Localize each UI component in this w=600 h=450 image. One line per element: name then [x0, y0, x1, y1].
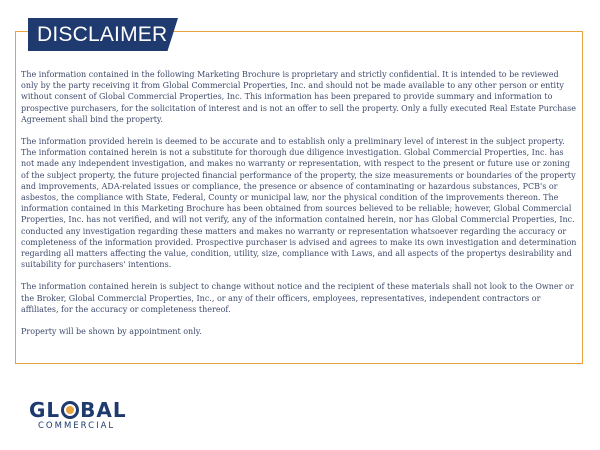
logo-subtitle: COMMERCIAL	[38, 421, 116, 431]
globe-icon	[61, 401, 79, 419]
logo-wordmark: GL BAL	[29, 398, 127, 422]
paragraph-appointment: Property will be shown by appointment only.	[21, 327, 202, 337]
company-logo	[29, 399, 129, 435]
paragraph-accuracy: The information provided herein is deemed to be accurate and to establish only a preliminary level of interest in the subject property. The information contained herein is not a substitute for thorough due diligence investigation. Global Commercial Properties, Inc. has not made any independent investigation, and makes no warranty or representation, with respect to the present or future use or zoning of the subject property, the future projected financial performance of the property, the size measurements or boundaries of the property and improvements, ADA-related issues or compliance, the presence or absence of contaminating or hazardous substances, PCB's or asbestos, the compliance with State, Federal, County or municipal law, nor the physical condition of the improvements thereon. The information contained in this Marketing Brochure has been obtained from sources believed to be reliable; however, Global Commercial Properties, Inc. has not verified, and will not verify, any of the information contained herein, nor has Global Commercial Properties, Inc. conducted any investigation regarding these matters and makes no warranty or representation whatsoever regarding the accuracy or completeness of the information provided. Prospective purchaser is advised and agrees to make its own investigation and determination regarding all matters affecting the value, condition, utility, size, compliance with Laws, and all aspects of the propertys desirability and suitability for purchasers' intentions.	[21, 137, 577, 270]
paragraph-confidentiality: The information contained in the following Marketing Brochure is proprietary and strictly confidential. It is intended to be reviewed only by the party receiving it from Global Commercial Properties, Inc. and should not be made available to any other person or entity without consent of Global Commercial Properties, Inc. This information has been prepared to provide summary and information to prospective purchasers, for the solicitation of interest and is not an offer to sell the property. Only a fully executed Real Estate Purchase Agreement shall bind the property.	[21, 70, 576, 124]
disclaimer-body	[21, 69, 578, 348]
paragraph-changes: The information contained herein is subject to change without notice and the recipient of these materials shall not look to the Owner or the Broker, Global Commercial Properties, Inc., or any of their officers, employees, representatives, independent contractors or affiliates, for the accuracy or completeness thereof.	[21, 282, 574, 314]
page-title: DISCLAIMER	[37, 23, 168, 46]
